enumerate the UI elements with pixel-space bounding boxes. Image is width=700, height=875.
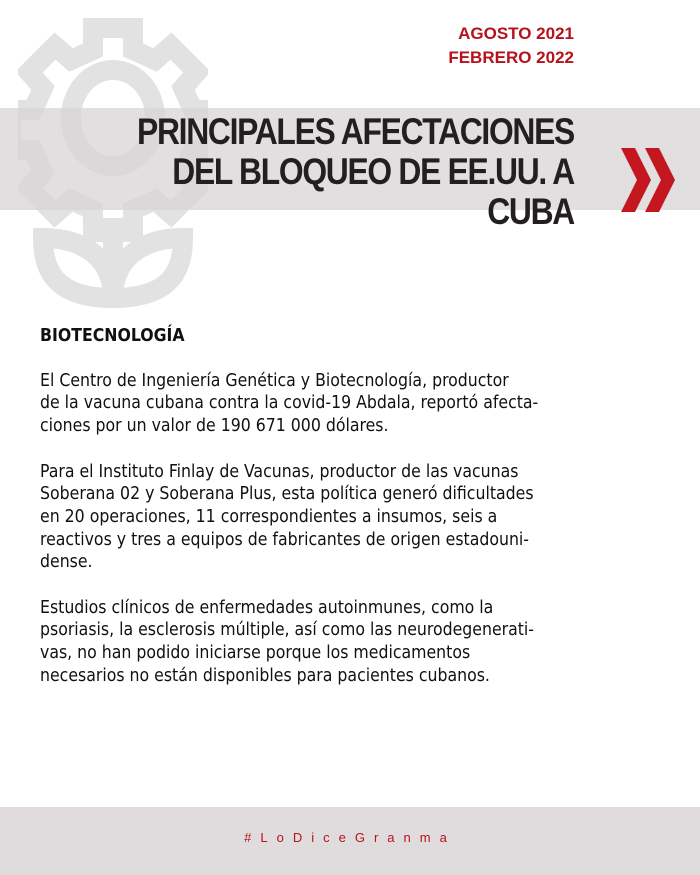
text-line: vas, no han podido iniciarse porque los medicamentos	[40, 643, 471, 664]
text-line: reactivos y tres a equipos de fabricantes de origen estadouni-	[40, 529, 529, 550]
text-line: dense.	[40, 552, 93, 573]
paragraph	[40, 597, 680, 688]
paragraph	[40, 461, 680, 575]
text-line: ciones por un valor de 190 671 000 dólares.	[40, 416, 389, 437]
text-line: Estudios clínicos de enfermedades autoinmunes, como la	[40, 597, 494, 618]
title-line: PRINCIPALES AFECTACIONES	[137, 111, 574, 152]
text-line: en 20 operaciones, 11 correspondientes a insumos, seis a	[40, 506, 498, 527]
text-line: Soberana 02 y Soberana Plus, esta política generó dificultades	[40, 484, 534, 505]
date-start: AGOSTO 2021	[458, 24, 574, 43]
title-line: DEL BLOQUEO DE EE.UU. A CUBA	[172, 151, 574, 232]
date-end: FEBRERO 2022	[448, 48, 574, 67]
paragraph	[40, 370, 680, 438]
footer-hashtag: #LoDiceGranma	[244, 830, 456, 845]
text-line: psoriasis, la esclerosis múltiple, así como las neurodegenerati-	[40, 620, 534, 641]
double-chevron-right-icon	[615, 148, 677, 212]
text-line: de la vacuna cubana contra la covid-19 Abdala, reportó afecta-	[40, 393, 539, 414]
article-body	[40, 325, 680, 710]
text-line: El Centro de Ingeniería Genética y Biotecnología, productor	[40, 370, 509, 391]
date-range	[448, 22, 574, 70]
text-line: Para el Instituto Finlay de Vacunas, productor de las vacunas	[40, 461, 519, 482]
text-line: necesarios no están disponibles para pacientes cubanos.	[40, 665, 490, 686]
section-heading: BIOTECNOLOGÍA	[40, 326, 185, 346]
page-title	[80, 112, 574, 232]
